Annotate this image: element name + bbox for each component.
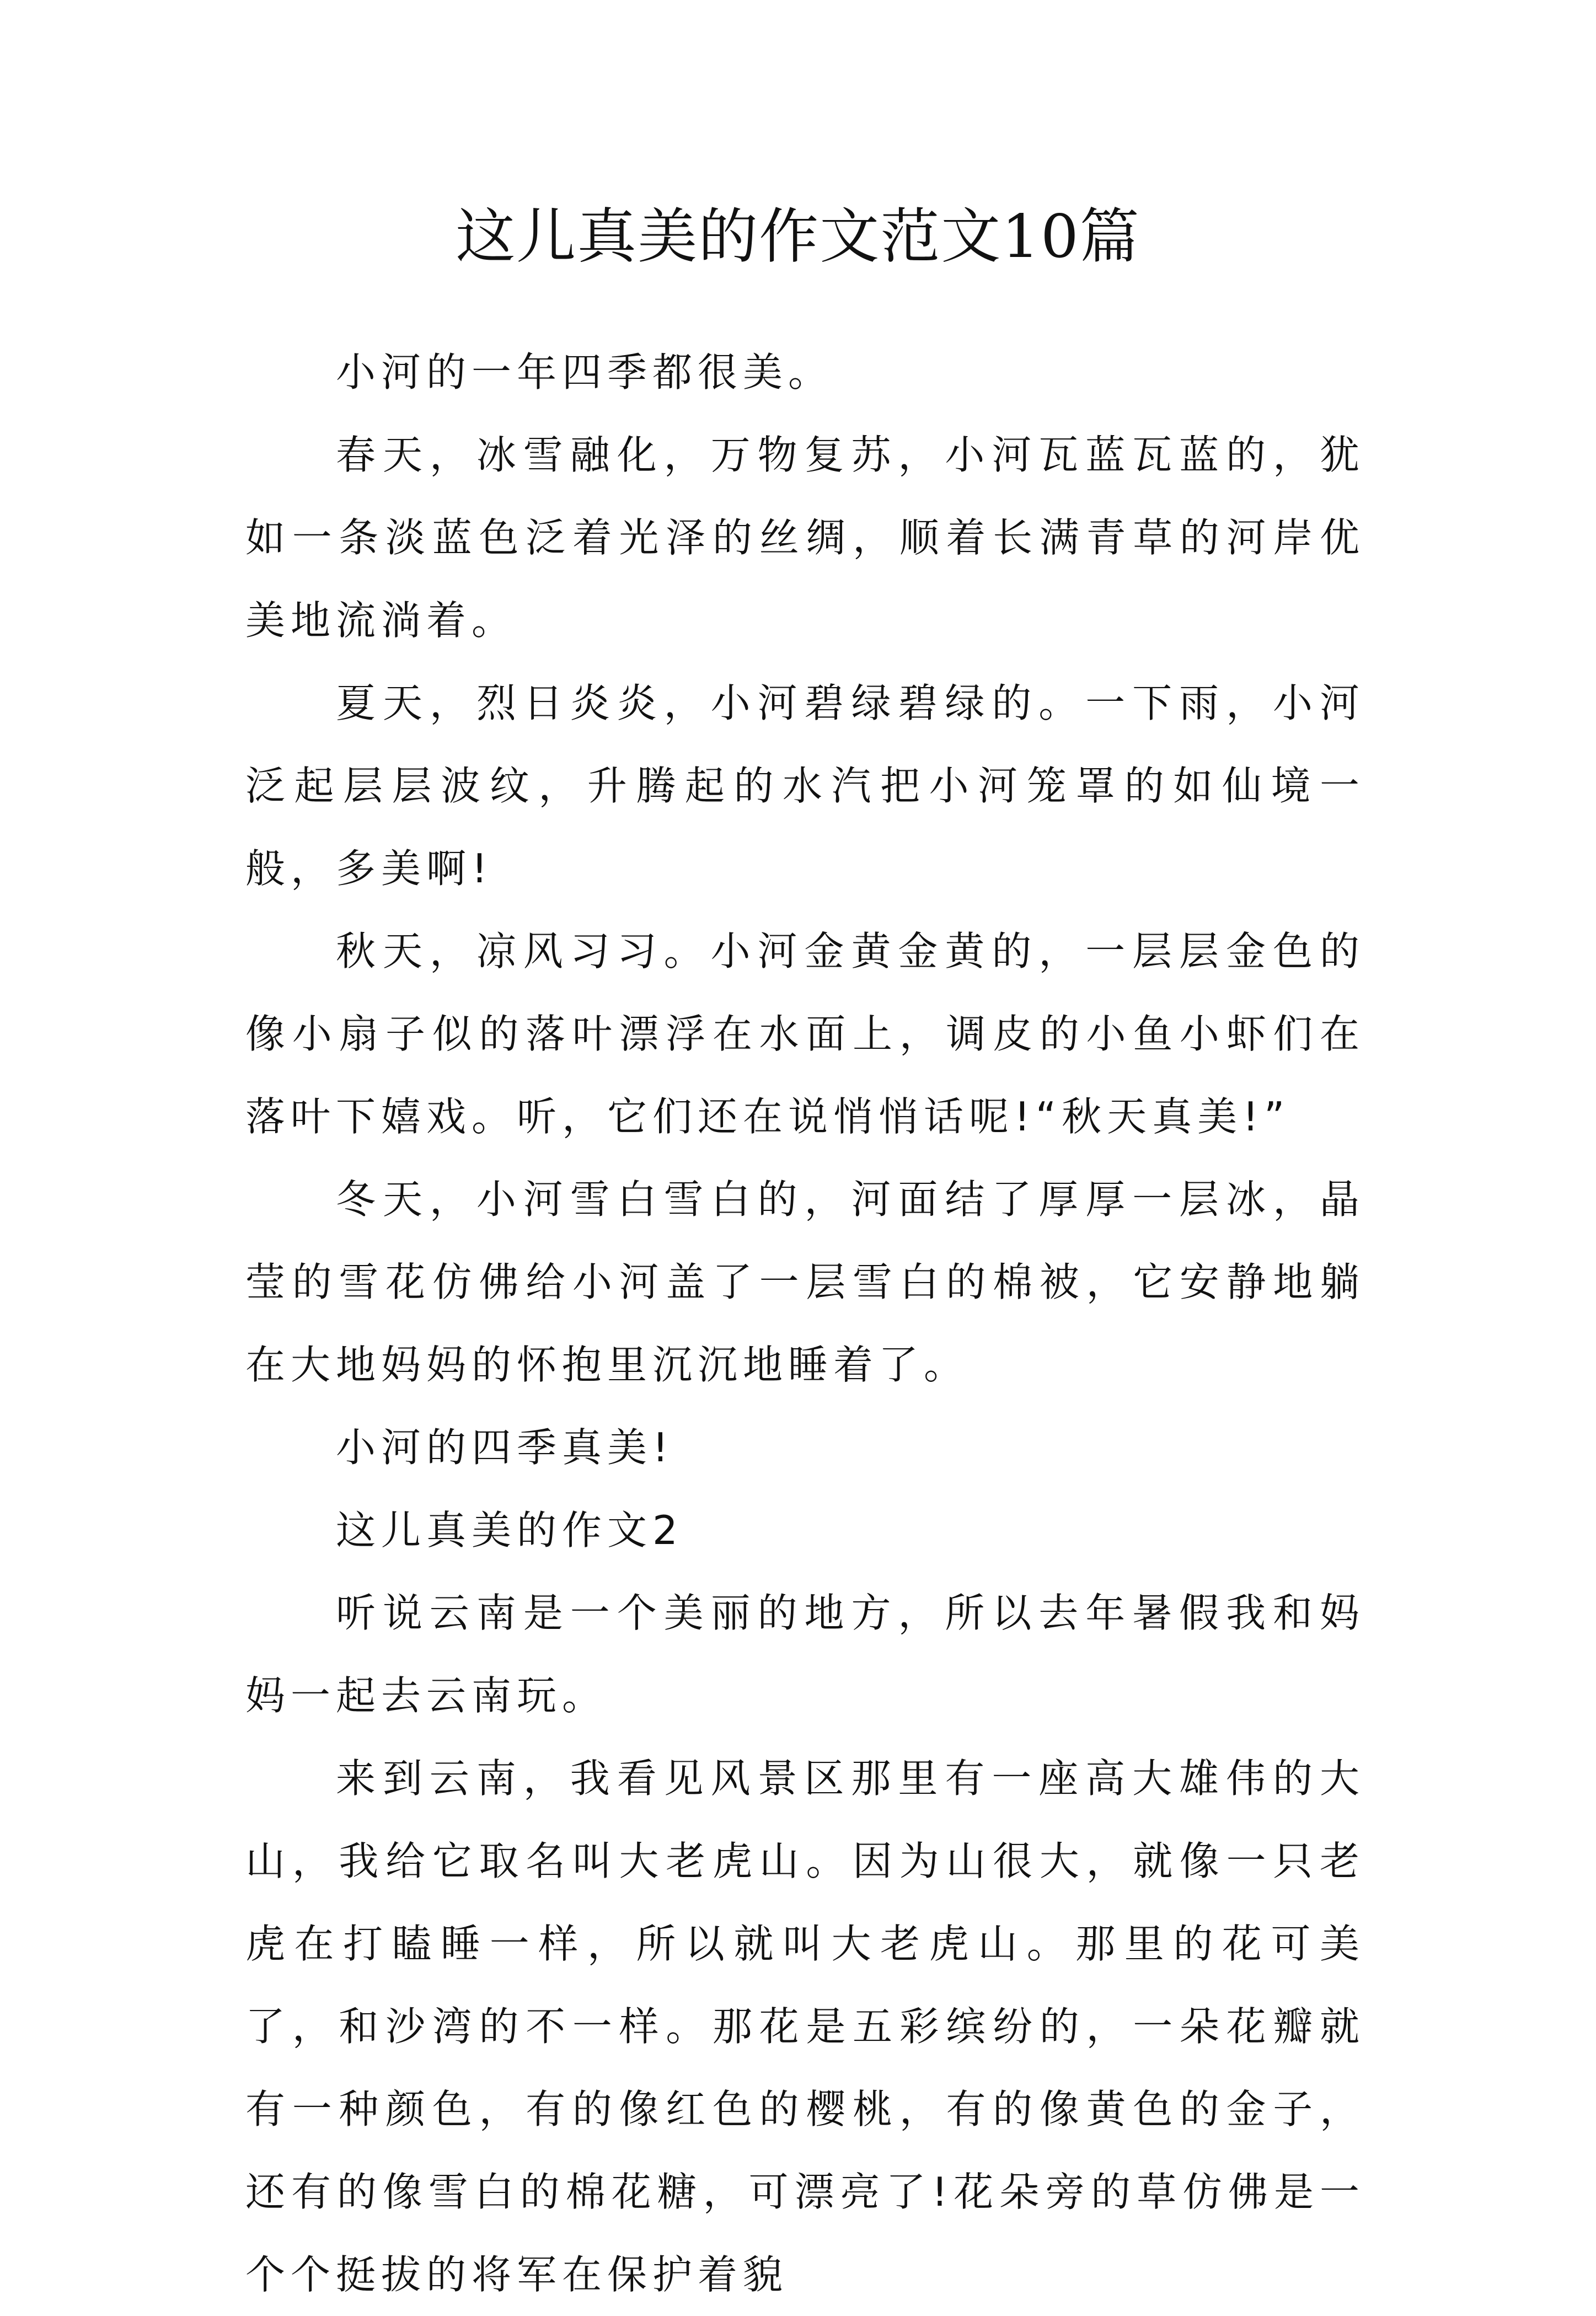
paragraph: 秋天，凉风习习。小河金黄金黄的，一层层金色的像小扇子似的落叶漂浮在水面上，调皮的小鱼小虾们在落叶下嬉戏。听，它们还在说悄悄话呢!“秋天真美!” <box>245 928 1365 1140</box>
document-title: 这儿真美的作文范文10篇 <box>456 202 1140 271</box>
paragraph: 春天，冰雪融化，万物复苏，小河瓦蓝瓦蓝的，犹如一条淡蓝色泛着光泽的丝绸，顺着长满青草的河岸优美地流淌着。 <box>245 432 1365 644</box>
document-body <box>245 331 1365 2316</box>
section-heading: 这儿真美的作文2 <box>336 1507 683 1553</box>
paragraph: 小河的四季真美! <box>336 1424 674 1471</box>
paragraph: 冬天，小河雪白雪白的，河面结了厚厚一层冰，晶莹的雪花仿佛给小河盖了一层雪白的棉被，它安静地躺在大地妈妈的怀抱里沉沉地睡着了。 <box>245 1176 1365 1388</box>
paragraph: 小河的一年四季都很美。 <box>336 349 834 395</box>
paragraph: 夏天，烈日炎炎，小河碧绿碧绿的。一下雨，小河泛起层层波纹，升腾起的水汽把小河笼罩的如仙境一般，多美啊! <box>245 680 1365 892</box>
paragraph: 听说云南是一个美丽的地方，所以去年暑假我和妈妈一起去云南玩。 <box>245 1590 1365 1719</box>
paragraph: 来到云南，我看见风景区那里有一座高大雄伟的大山，我给它取名叫大老虎山。因为山很大，就像一只老虎在打瞌睡一样，所以就叫大老虎山。那里的花可美了，和沙湾的不一样。那花是五彩缤纷的，一朵花瓣就有一种颜色，有的像红色的樱桃，有的像黄色的金子，还有的像雪白的棉花糖，可漂亮了!花朵旁的草仿佛是一个个挺拔的将军在保护着貌 <box>245 1755 1365 2298</box>
